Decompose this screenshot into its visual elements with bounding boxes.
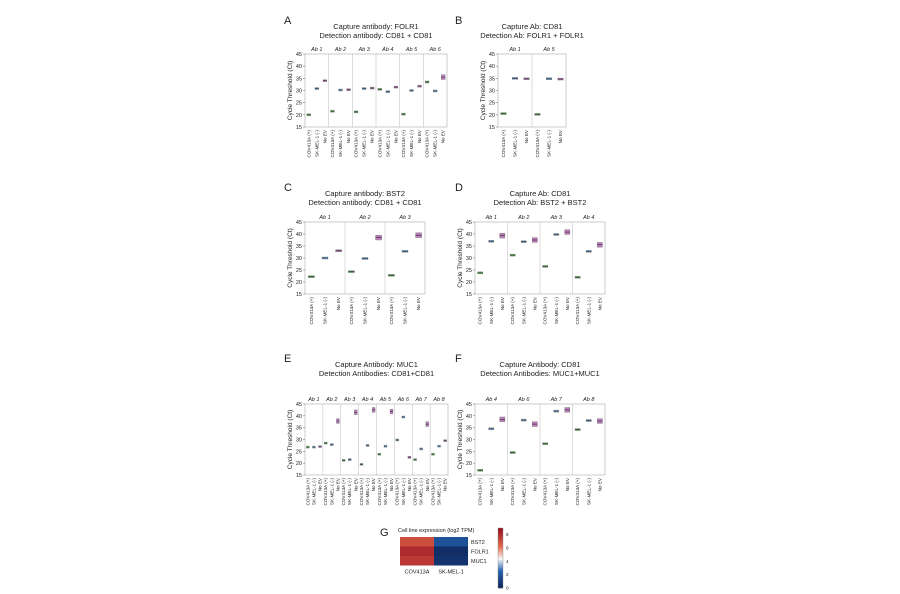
colorbar-segment [498, 570, 503, 572]
colorbar-segment [498, 568, 503, 570]
x-tick-label: SK-MEL-1 (-) [521, 478, 527, 506]
x-tick-label: SK-MEL-1 (-) [314, 130, 320, 158]
colorbar-segment [498, 578, 503, 580]
y-tick-label: 20 [488, 112, 495, 119]
y-tick-label: 45 [465, 402, 472, 408]
panel-title-line1: Capture Antibody: CD81 [499, 360, 581, 369]
antibody-label: Ab 6 [397, 397, 409, 403]
antibody-label: Ab 1 [509, 47, 521, 53]
y-tick-label: 35 [465, 425, 472, 432]
antibody-label: Ab 7 [415, 397, 427, 403]
y-tick-label: 25 [295, 268, 302, 274]
y-tick-label: 40 [295, 413, 302, 420]
heatmap-cell [400, 547, 434, 557]
heatmap-cell [434, 547, 468, 557]
panel-a [284, 15, 447, 157]
x-tick-label: SK-MEL-1 (-) [488, 297, 494, 325]
heatmap-col-label: SK-MEL-1 [438, 569, 464, 576]
heatmap-cell [434, 556, 468, 566]
panel-label: E [284, 353, 292, 365]
colorbar-segment [498, 540, 503, 542]
x-tick-label: SK-MEL-1 (-) [553, 297, 559, 325]
x-tick-label: COV413A (+) [306, 130, 312, 158]
antibody-label: Ab 6 [429, 47, 441, 53]
x-tick-label: SK-MEL-1 (-) [436, 478, 442, 506]
heatmap-row-label: FOLR1 [471, 549, 489, 556]
y-tick-label: 15 [465, 292, 472, 298]
x-tick-label: COV413A (+) [575, 478, 581, 506]
x-tick-label: No EV [597, 478, 603, 492]
colorbar-segment [498, 584, 503, 586]
y-tick-label: 40 [465, 413, 472, 420]
panel-g [380, 527, 509, 591]
y-axis-label: Cycle Threshold (Ct) [287, 60, 294, 121]
y-tick-label: 40 [295, 64, 302, 71]
x-tick-label: No EV [336, 297, 342, 311]
y-tick-label: 35 [295, 425, 302, 432]
y-axis-label: Cycle Threshold (Ct) [287, 228, 294, 288]
panel-title-line2: Detection Antibodies: CD81+CD81 [318, 369, 435, 378]
colorbar-segment [498, 550, 503, 552]
panel-title-line2: Detection antibody: CD81 + CD81 [308, 198, 422, 207]
colorbar-tick-label: 2 [506, 572, 509, 578]
y-tick-label: 30 [488, 88, 495, 95]
x-tick-label: COV413A (+) [305, 478, 311, 506]
y-tick-label: 30 [295, 256, 302, 262]
panel-title-line2: Detection Ab: FOLR1 + FOLR1 [480, 31, 584, 40]
antibody-label: Ab 2 [359, 215, 371, 221]
heatmap-cell [400, 537, 434, 547]
x-tick-label: No EV [564, 297, 570, 311]
y-tick-label: 30 [295, 437, 302, 444]
x-tick-label: No EV [406, 478, 412, 492]
y-tick-label: 25 [488, 100, 495, 107]
x-tick-label: No EV [335, 478, 341, 492]
antibody-label: Ab 1 [485, 215, 497, 221]
colorbar-segment [498, 544, 503, 546]
y-axis-label: Cycle Threshold (Ct) [457, 409, 464, 470]
x-tick-label: No EV [322, 130, 328, 144]
x-tick-label: SK-MEL-1 (-) [329, 478, 335, 506]
x-tick-label: SK-MEL-1 (-) [362, 297, 368, 325]
x-tick-label: SK-MEL-1 (-) [409, 130, 414, 158]
colorbar-segment [498, 534, 503, 536]
heatmap-row-label: BST2 [471, 539, 485, 546]
heatmap-col-label: COV413A [404, 569, 430, 576]
heatmap-cell [400, 556, 434, 566]
colorbar-segment [498, 558, 503, 560]
colorbar-tick-label: 4 [506, 558, 509, 564]
colorbar-tick-label: 0 [506, 585, 509, 591]
heatmap-row-label: MUC1 [471, 558, 487, 565]
antibody-label: Ab 4 [382, 47, 394, 53]
panel-title-line1: Capture antibody: FOLR1 [333, 22, 419, 31]
x-tick-label: No EV [532, 297, 538, 311]
colorbar-segment [498, 542, 503, 544]
x-tick-label: COV413A (+) [412, 478, 418, 506]
colorbar-segment [498, 548, 503, 550]
antibody-label: Ab 8 [583, 397, 595, 403]
y-tick-label: 20 [295, 112, 302, 119]
antibody-label: Ab 1 [311, 47, 323, 53]
colorbar-segment [498, 538, 503, 540]
y-tick-label: 25 [465, 449, 472, 456]
x-tick-label: SK-MEL-1 (-) [521, 297, 527, 325]
x-tick-label: SK-MEL-1 (-) [365, 478, 371, 506]
x-tick-label: COV413A (+) [477, 297, 483, 325]
y-tick-label: 20 [295, 461, 302, 468]
x-tick-label: SK-MEL-1 (-) [418, 478, 424, 506]
panel-label: A [284, 15, 292, 27]
colorbar-segment [498, 554, 503, 556]
panel-title-line1: Capture Ab: CD81 [509, 189, 571, 198]
x-tick-label: SK-MEL-1 (-) [382, 478, 388, 506]
panel-title-line1: Capture Antibody: MUC1 [335, 360, 418, 369]
panel-label: G [380, 527, 389, 539]
colorbar-segment [498, 532, 503, 534]
antibody-label: Ab 4 [361, 397, 374, 403]
colorbar-tick-label: 8 [506, 532, 509, 538]
y-tick-label: 40 [488, 64, 495, 71]
x-tick-label: COV413A (+) [329, 130, 335, 158]
antibody-label: Ab 3 [399, 215, 411, 221]
y-tick-label: 15 [488, 125, 495, 131]
y-axis-label: Cycle Threshold (Ct) [480, 60, 487, 121]
panel-title-line2: Detection Ab: BST2 + BST2 [493, 198, 587, 207]
antibody-label: Ab 2 [334, 47, 347, 53]
y-tick-label: 40 [465, 232, 472, 238]
x-tick-label: No EV [442, 478, 448, 492]
colorbar-segment [498, 530, 503, 532]
panel-title-line1: Capture antibody: BST2 [324, 189, 406, 198]
colorbar-segment [498, 528, 503, 530]
x-tick-label: No EV [532, 478, 538, 492]
y-tick-label: 45 [295, 402, 302, 408]
x-tick-label: COV413A (+) [424, 130, 430, 158]
antibody-label: Ab 3 [550, 215, 562, 221]
y-tick-label: 35 [465, 244, 472, 250]
colorbar-segment [498, 562, 503, 564]
x-tick-label: No EV [417, 130, 423, 144]
y-tick-label: 20 [465, 461, 472, 468]
x-tick-label: No EV [597, 297, 603, 311]
colorbar-segment [498, 546, 503, 548]
panel-label: D [455, 182, 463, 194]
x-tick-label: No EV [416, 297, 422, 311]
x-tick-label: COV413A (+) [358, 478, 364, 506]
y-tick-label: 15 [295, 473, 302, 479]
colorbar-segment [498, 552, 503, 554]
panel-label: C [284, 182, 292, 194]
x-tick-label: SK-MEL-1 (-) [553, 478, 559, 506]
panel-e [284, 353, 448, 505]
x-tick-label: No EV [376, 297, 382, 311]
x-tick-label: No EV [564, 478, 570, 492]
colorbar-segment [498, 582, 503, 584]
y-tick-label: 35 [295, 244, 302, 250]
x-tick-label: SK-MEL-1 (-) [361, 130, 367, 158]
y-tick-label: 45 [295, 220, 302, 226]
antibody-label: Ab 3 [358, 47, 370, 53]
antibody-label: Ab 4 [583, 215, 595, 221]
x-tick-label: No EV [371, 478, 377, 492]
y-tick-label: 30 [295, 88, 302, 95]
antibody-label: Ab 3 [344, 397, 356, 403]
x-tick-label: SK-MEL-1 (-) [546, 130, 552, 158]
antibody-label: Ab 4 [485, 397, 497, 403]
x-tick-label: COV413A (+) [323, 478, 329, 506]
x-tick-label: COV413A (+) [542, 478, 548, 506]
x-tick-label: COV413A (+) [348, 297, 354, 325]
x-tick-label: COV413A (+) [394, 478, 400, 506]
x-tick-label: COV413A (+) [430, 478, 436, 506]
x-tick-label: COV413A (+) [510, 297, 516, 325]
colorbar-segment [498, 580, 503, 582]
y-tick-label: 25 [295, 100, 302, 107]
antibody-label: Ab 2 [326, 397, 338, 403]
x-tick-label: COV413A (+) [477, 478, 483, 506]
antibody-label: Ab 2 [518, 215, 530, 221]
panel-c [284, 182, 425, 324]
x-tick-label: SK-MEL-1 (-) [402, 297, 408, 325]
x-tick-label: No EV [424, 478, 430, 492]
x-tick-label: No EV [389, 478, 395, 492]
y-tick-label: 35 [295, 76, 302, 83]
heatmap-cell [434, 537, 468, 547]
x-tick-label: No EV [369, 130, 375, 144]
colorbar-tick-label: 6 [506, 545, 509, 551]
panel-label: B [455, 15, 463, 27]
x-tick-label: COV413A (+) [400, 130, 406, 158]
y-tick-label: 15 [295, 125, 302, 131]
antibody-label: Ab 6 [518, 397, 530, 403]
x-tick-label: COV413A (+) [388, 297, 394, 325]
y-tick-label: 35 [488, 76, 495, 83]
colorbar-segment [498, 566, 503, 568]
panel-title-line2: Detection Antibodies: MUC1+MUC1 [480, 369, 600, 378]
x-tick-label: COV413A (+) [377, 130, 383, 158]
y-tick-label: 15 [465, 473, 472, 479]
antibody-label: Ab 5 [405, 47, 418, 53]
y-tick-label: 20 [295, 280, 302, 286]
x-tick-label: SK-MEL-1 (-) [311, 478, 317, 506]
y-tick-label: 45 [465, 220, 472, 226]
y-tick-label: 30 [465, 437, 472, 444]
x-tick-label: No EV [346, 130, 352, 144]
x-tick-label: COV413A (+) [542, 297, 548, 325]
panel-label: F [455, 353, 462, 365]
y-tick-label: 40 [295, 232, 302, 238]
antibody-label: Ab 1 [319, 215, 331, 221]
x-tick-label: SK-MEL-1 (-) [338, 130, 343, 158]
x-tick-label: SK-MEL-1 (-) [385, 130, 391, 158]
colorbar-segment [498, 560, 503, 562]
y-tick-label: 25 [295, 449, 302, 456]
x-tick-label: SK-MEL-1 (-) [322, 297, 328, 325]
x-tick-label: COV413A (+) [534, 130, 540, 158]
x-tick-label: No EV [499, 297, 505, 311]
x-tick-label: SK-MEL-1 (-) [512, 130, 518, 158]
x-tick-label: No EV [524, 130, 530, 144]
colorbar-segment [498, 556, 503, 558]
antibody-label: Ab 8 [433, 397, 445, 403]
antibody-label: Ab 5 [379, 397, 392, 403]
x-tick-label: SK-MEL-1 (-) [400, 478, 406, 506]
antibody-label: Ab 7 [550, 397, 562, 403]
antibody-label: Ab 5 [543, 47, 555, 53]
colorbar-segment [498, 574, 503, 576]
x-tick-label: SK-MEL-1 (-) [347, 478, 353, 506]
x-tick-label: COV413A (+) [376, 478, 382, 506]
colorbar-segment [498, 576, 503, 578]
x-tick-label: COV413A (+) [341, 478, 347, 506]
y-axis-label: Cycle Threshold (Ct) [457, 228, 464, 288]
panel-b [455, 15, 584, 157]
y-tick-label: 45 [295, 52, 302, 58]
x-tick-label: SK-MEL-1 (-) [586, 297, 592, 325]
panel-title-line2: Detection antibody: CD81 + CD81 [319, 31, 433, 40]
x-tick-label: SK-MEL-1 (-) [586, 478, 592, 506]
x-tick-label: COV413A (+) [510, 478, 516, 506]
x-tick-label: SK-MEL-1 (-) [432, 130, 438, 158]
colorbar-segment [498, 536, 503, 538]
antibody-label: Ab 1 [308, 397, 320, 403]
x-tick-label: No EV [353, 478, 359, 492]
panel-f [455, 353, 605, 505]
y-tick-label: 25 [465, 268, 472, 274]
panel-title-line1: Capture Ab: CD81 [501, 22, 563, 31]
x-tick-label: No EV [440, 130, 446, 144]
x-tick-label: COV413A (+) [575, 297, 581, 325]
x-tick-label: No EV [558, 130, 564, 144]
x-tick-label: SK-MEL-1 (-) [488, 478, 494, 506]
x-tick-label: COV413A (+) [308, 297, 314, 325]
y-tick-label: 45 [488, 52, 495, 58]
x-tick-label: COV413A (+) [500, 130, 506, 158]
heatmap-title: Cell line expression (log2 TPM) [398, 528, 475, 534]
panel-d [455, 182, 605, 324]
y-axis-label: Cycle Threshold (Ct) [287, 409, 294, 470]
x-tick-label: No EV [317, 478, 323, 492]
y-tick-label: 15 [295, 292, 302, 298]
colorbar-segment [498, 564, 503, 566]
x-tick-label: No EV [499, 478, 505, 492]
y-tick-label: 20 [465, 280, 472, 286]
y-tick-label: 30 [465, 256, 472, 262]
colorbar-segment [498, 572, 503, 574]
x-tick-label: No EV [393, 130, 399, 144]
x-tick-label: COV413A (+) [353, 130, 359, 158]
